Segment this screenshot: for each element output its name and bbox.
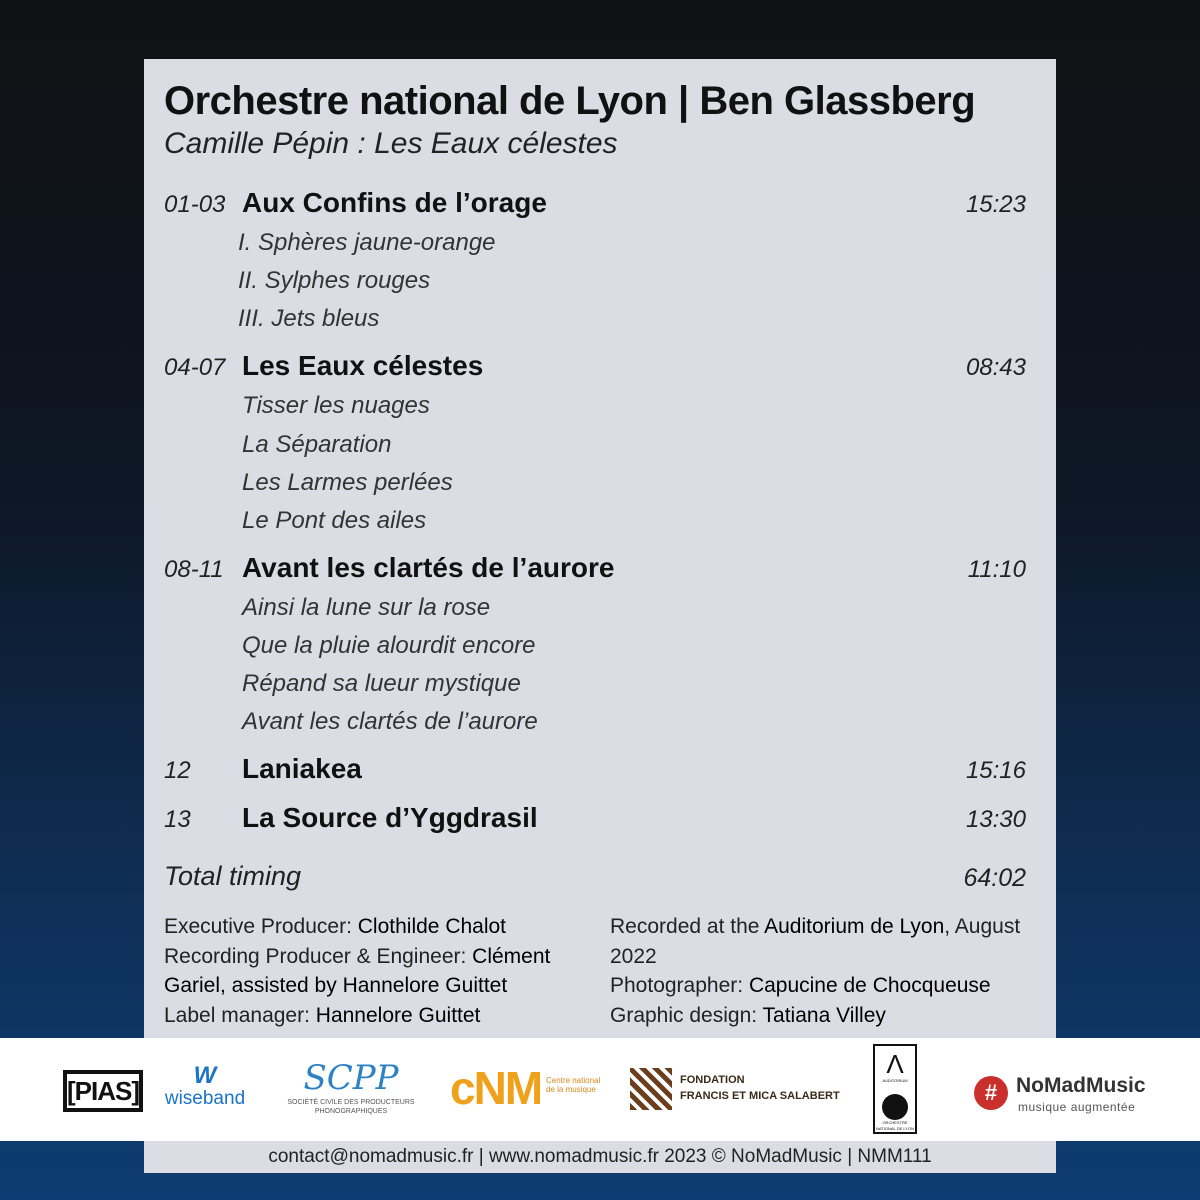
hashtag-icon: #	[974, 1076, 1008, 1110]
work-duration: 15:16	[965, 757, 1026, 784]
movement: Avant les clartés de l’aurore	[242, 708, 538, 735]
logo-strip	[0, 1038, 1200, 1141]
cnm-logo: cNM Centre national de la musique	[450, 1062, 601, 1114]
work-row	[144, 753, 1056, 793]
movement: II. Sylphes rouges	[238, 267, 431, 294]
work-duration: 13:30	[965, 806, 1026, 833]
work-row	[144, 350, 1056, 390]
scpp-logo: SCPP SOCIÉTÉ CIVILE DES PRODUCTEURS PHONOGRAPHIQUES	[287, 1058, 415, 1115]
tracklist-panel	[144, 59, 1056, 1173]
work-row	[144, 552, 1056, 592]
nomadmusic-logo: # NoMadMusic musique augmentée	[974, 1072, 1154, 1116]
total-timing-value: 64:02	[963, 864, 1026, 892]
credits-left	[164, 912, 584, 1030]
work-title: Laniakea	[242, 753, 362, 784]
orchestre-seal-icon	[882, 1094, 908, 1120]
movement: Répand sa lueur mystique	[242, 670, 521, 697]
movement: Le Pont des ailes	[242, 507, 427, 534]
album-title: Orchestre national de Lyon | Ben Glassberg	[164, 79, 976, 123]
work-duration: 11:10	[967, 556, 1026, 583]
auditorium-icon: Λ	[886, 1049, 904, 1079]
credit-graphic-design: Graphic design: Tatiana Villey	[610, 1003, 886, 1027]
credit-recorded-at: Recorded at the Auditorium de Lyon, August 2022	[610, 915, 1021, 968]
movement: Que la pluie alourdit encore	[242, 632, 536, 659]
track-number: 04-07	[164, 354, 226, 381]
track-number: 13	[164, 806, 191, 833]
work-duration: 15:23	[965, 191, 1026, 218]
credit-photographer: Photographer: Capucine de Chocqueuse	[610, 974, 991, 997]
credits-right	[610, 912, 1040, 1030]
credit-executive-producer: Executive Producer: Clothilde Chalot	[164, 915, 507, 938]
album-subtitle: Camille Pépin : Les Eaux célestes	[164, 127, 618, 160]
movement: Les Larmes perlées	[242, 469, 453, 496]
work-title: La Source d’Yggdrasil	[242, 802, 538, 833]
fondation-salabert-logo: FONDATION FRANCIS ET MICA SALABERT	[630, 1068, 845, 1112]
movement: I. Sphères jaune-orange	[238, 229, 496, 256]
work-title: Les Eaux célestes	[242, 350, 484, 381]
pias-logo: [PIAS]	[63, 1070, 143, 1112]
total-timing-label: Total timing	[164, 861, 302, 891]
work-row	[144, 802, 1056, 842]
wiseband-logo: W wiseband	[157, 1064, 253, 1116]
work-duration: 08:43	[965, 354, 1026, 381]
track-number: 01-03	[164, 191, 226, 218]
movement: La Séparation	[242, 431, 392, 458]
movement: Tisser les nuages	[242, 392, 430, 419]
movement: III. Jets bleus	[238, 305, 380, 332]
footer-contact: contact@nomadmusic.fr | www.nomadmusic.fr 2023 © NoMadMusic | NMM111	[268, 1146, 932, 1167]
credit-label-manager: Label manager: Hannelore Guittet	[164, 1003, 481, 1027]
track-number: 08-11	[164, 556, 224, 583]
work-title: Aux Confins de l’orage	[242, 187, 547, 218]
work-title: Avant les clartés de l’aurore	[242, 552, 615, 583]
fondation-stripes-icon	[630, 1068, 672, 1110]
movement: Ainsi la lune sur la rose	[242, 594, 491, 621]
auditorium-logo: Λ AUDITORIUM ORCHESTRE NATIONAL DE LYON	[873, 1044, 917, 1134]
credit-recording-producer: Recording Producer & Engineer: Clément Gariel, assisted by Hannelore Guittet	[164, 944, 551, 997]
work-row	[144, 187, 1056, 227]
wiseband-icon: W	[193, 1062, 217, 1089]
track-number: 12	[164, 757, 191, 784]
